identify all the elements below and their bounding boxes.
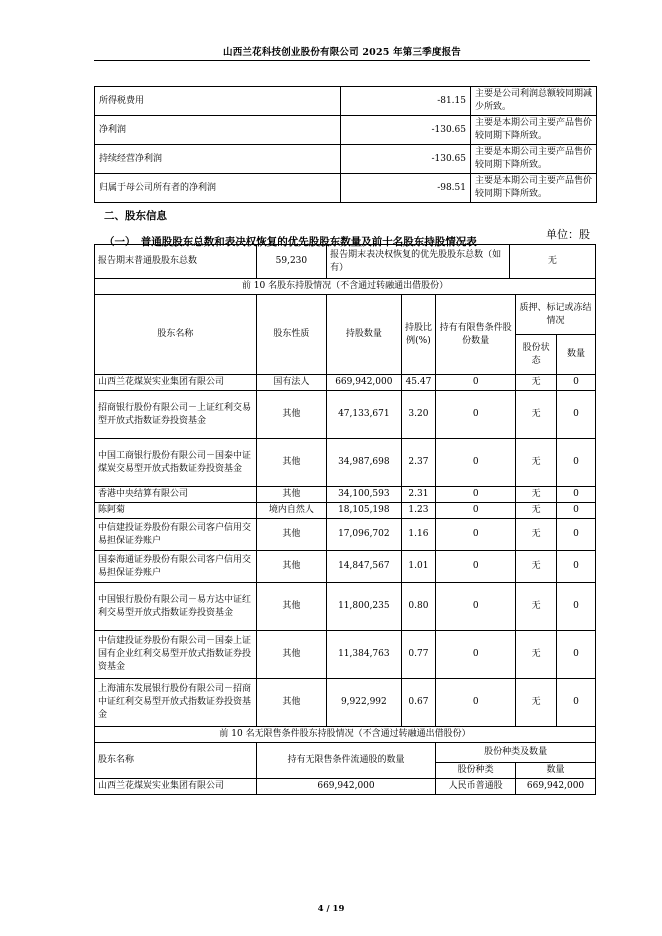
profit-item: 持续经营净利润 xyxy=(95,145,341,174)
profit-reason: 主要是公司利润总额较同期减少所致。 xyxy=(471,87,597,116)
subsection-heading: （一） 普通股股东总数和表决权恢复的优先股股东数量及前十名股东持股情况表 xyxy=(104,236,477,248)
holder-restricted: 0 xyxy=(436,439,516,487)
holder-pledge-status: 无 xyxy=(516,391,557,439)
holder-pledge-status: 无 xyxy=(516,439,557,487)
col-header-nature: 股东性质 xyxy=(256,295,326,375)
profit-change-table xyxy=(94,86,597,203)
holder-name: 香港中央结算有限公司 xyxy=(95,487,257,503)
profit-row xyxy=(95,116,597,145)
unrestricted-col-type: 股份种类 xyxy=(436,763,516,779)
holder-shares: 14,847,567 xyxy=(327,551,402,583)
holder-pledge-qty: 0 xyxy=(557,679,596,727)
preferred-holders-value: 无 xyxy=(509,245,595,279)
holder-row xyxy=(95,391,596,439)
holder-ratio: 0.80 xyxy=(401,583,436,631)
unrestricted-name: 山西兰花煤炭实业集团有限公司 xyxy=(95,779,257,795)
holder-pledge-qty: 0 xyxy=(557,631,596,679)
holder-shares: 17,096,702 xyxy=(327,519,402,551)
holder-restricted: 0 xyxy=(436,487,516,503)
holder-ratio: 0.67 xyxy=(401,679,436,727)
holder-row xyxy=(95,679,596,727)
col-header-pledge-status: 股份状态 xyxy=(516,335,557,375)
holder-pledge-status: 无 xyxy=(516,583,557,631)
holder-restricted: 0 xyxy=(436,679,516,727)
holder-restricted: 0 xyxy=(436,375,516,391)
holder-name: 中信建投证券股份有限公司客户信用交易担保证券账户 xyxy=(95,519,257,551)
preferred-holders-label: 报告期末表决权恢复的优先股股东总数（如有） xyxy=(327,245,510,279)
holder-shares: 11,800,235 xyxy=(327,583,402,631)
holder-pledge-status: 无 xyxy=(516,519,557,551)
unit-label: 单位：股 xyxy=(546,228,590,241)
holder-ratio: 1.01 xyxy=(401,551,436,583)
holder-name: 中国银行股份有限公司－易方达中证红利交易型开放式指数证券投资基金 xyxy=(95,583,257,631)
holder-pledge-status: 无 xyxy=(516,631,557,679)
holder-pledge-status: 无 xyxy=(516,679,557,727)
unrestricted-qty: 669,942,000 xyxy=(256,779,436,795)
unrestricted-row xyxy=(95,779,596,795)
holder-nature: 其他 xyxy=(256,583,326,631)
holder-row xyxy=(95,583,596,631)
holder-ratio: 3.20 xyxy=(401,391,436,439)
profit-reason: 主要是本期公司主要产品售价较同期下降所致。 xyxy=(471,116,597,145)
col-header-ratio: 持股比例(%) xyxy=(401,295,436,375)
unrestricted-col-name: 股东名称 xyxy=(95,743,257,779)
holder-name: 国泰海通证券股份有限公司客户信用交易担保证券账户 xyxy=(95,551,257,583)
holder-ratio: 1.23 xyxy=(401,503,436,519)
holder-nature: 其他 xyxy=(256,439,326,487)
unrestricted-title: 前 10 名无限售条件股东持股情况（不含通过转融通出借股份） xyxy=(95,727,596,743)
holder-shares: 34,100,593 xyxy=(327,487,402,503)
holder-restricted: 0 xyxy=(436,391,516,439)
holder-nature: 国有法人 xyxy=(256,375,326,391)
holder-shares: 669,942,000 xyxy=(327,375,402,391)
profit-change: -81.15 xyxy=(341,87,471,116)
col-header-pledge-qty: 数量 xyxy=(557,335,596,375)
holder-row xyxy=(95,439,596,487)
holder-row xyxy=(95,503,596,519)
holder-nature: 境内自然人 xyxy=(256,503,326,519)
holder-restricted: 0 xyxy=(436,551,516,583)
holder-ratio: 2.31 xyxy=(401,487,436,503)
page-header-title: 山西兰花科技创业股份有限公司 2025 年第三季度报告 xyxy=(223,47,461,58)
holder-name: 中信建投证券股份有限公司－国泰上证国有企业红利交易型开放式指数证券投资基金 xyxy=(95,631,257,679)
holder-row xyxy=(95,487,596,503)
col-header-restricted: 持有有限售条件股份数量 xyxy=(436,295,516,375)
profit-item: 归属于母公司所有者的净利润 xyxy=(95,174,341,203)
holder-nature: 其他 xyxy=(256,391,326,439)
holder-row xyxy=(95,551,596,583)
profit-row xyxy=(95,174,597,203)
profit-reason: 主要是本期公司主要产品售价较同期下降所致。 xyxy=(471,145,597,174)
holder-pledge-qty: 0 xyxy=(557,439,596,487)
profit-item: 净利润 xyxy=(95,116,341,145)
holder-name: 招商银行股份有限公司－上证红利交易型开放式指数证券投资基金 xyxy=(95,391,257,439)
profit-row xyxy=(95,87,597,116)
holder-restricted: 0 xyxy=(436,631,516,679)
total-holders-value: 59,230 xyxy=(256,245,326,279)
holder-shares: 18,105,198 xyxy=(327,503,402,519)
holder-nature: 其他 xyxy=(256,551,326,583)
profit-reason: 主要是本期公司主要产品售价较同期下降所致。 xyxy=(471,174,597,203)
holder-nature: 其他 xyxy=(256,631,326,679)
holder-nature: 其他 xyxy=(256,487,326,503)
holder-pledge-qty: 0 xyxy=(557,391,596,439)
holder-pledge-qty: 0 xyxy=(557,583,596,631)
header-rule xyxy=(94,60,590,61)
col-header-pledge: 质押、标记或冻结情况 xyxy=(516,295,596,335)
holder-pledge-status: 无 xyxy=(516,551,557,583)
holder-pledge-status: 无 xyxy=(516,487,557,503)
holder-name: 上海浦东发展银行股份有限公司－招商中证红利交易型开放式指数证券投资基金 xyxy=(95,679,257,727)
holder-pledge-status: 无 xyxy=(516,503,557,519)
top10-title: 前 10 名股东持股情况（不含通过转融通出借股份） xyxy=(95,279,596,295)
holder-pledge-qty: 0 xyxy=(557,487,596,503)
holder-nature: 其他 xyxy=(256,519,326,551)
holder-pledge-status: 无 xyxy=(516,375,557,391)
holder-pledge-qty: 0 xyxy=(557,375,596,391)
section-heading: 二、股东信息 xyxy=(104,210,167,222)
holder-restricted: 0 xyxy=(436,519,516,551)
profit-row xyxy=(95,145,597,174)
holder-shares: 9,922,992 xyxy=(327,679,402,727)
holder-ratio: 0.77 xyxy=(401,631,436,679)
holder-restricted: 0 xyxy=(436,503,516,519)
unrestricted-col-qty: 持有无限售条件流通股的数量 xyxy=(256,743,436,779)
holder-row xyxy=(95,519,596,551)
shareholders-table xyxy=(94,244,596,795)
holder-ratio: 1.16 xyxy=(401,519,436,551)
col-header-shares: 持股数量 xyxy=(327,295,402,375)
holder-ratio: 2.37 xyxy=(401,439,436,487)
profit-change: -130.65 xyxy=(341,116,471,145)
profit-change: -130.65 xyxy=(341,145,471,174)
page-number: 4 / 19 xyxy=(317,904,345,914)
holder-pledge-qty: 0 xyxy=(557,503,596,519)
holder-shares: 34,987,698 xyxy=(327,439,402,487)
unrestricted-col-type-group: 股份种类及数量 xyxy=(436,743,596,763)
holder-restricted: 0 xyxy=(436,583,516,631)
holder-shares: 47,133,671 xyxy=(327,391,402,439)
holder-shares: 11,384,763 xyxy=(327,631,402,679)
col-header-name: 股东名称 xyxy=(95,295,257,375)
holder-pledge-qty: 0 xyxy=(557,519,596,551)
total-holders-label: 报告期末普通股股东总数 xyxy=(95,245,257,279)
unrestricted-type: 人民币普通股 xyxy=(436,779,516,795)
holder-ratio: 45.47 xyxy=(401,375,436,391)
profit-item: 所得税费用 xyxy=(95,87,341,116)
holder-nature: 其他 xyxy=(256,679,326,727)
unrestricted-amount: 669,942,000 xyxy=(516,779,596,795)
holder-name: 中国工商银行股份有限公司－国泰中证煤炭交易型开放式指数证券投资基金 xyxy=(95,439,257,487)
profit-change: -98.51 xyxy=(341,174,471,203)
holder-name: 陈阿菊 xyxy=(95,503,257,519)
holder-name: 山西兰花煤炭实业集团有限公司 xyxy=(95,375,257,391)
holder-pledge-qty: 0 xyxy=(557,551,596,583)
unrestricted-col-amount: 数量 xyxy=(516,763,596,779)
holder-row xyxy=(95,631,596,679)
holder-row xyxy=(95,375,596,391)
